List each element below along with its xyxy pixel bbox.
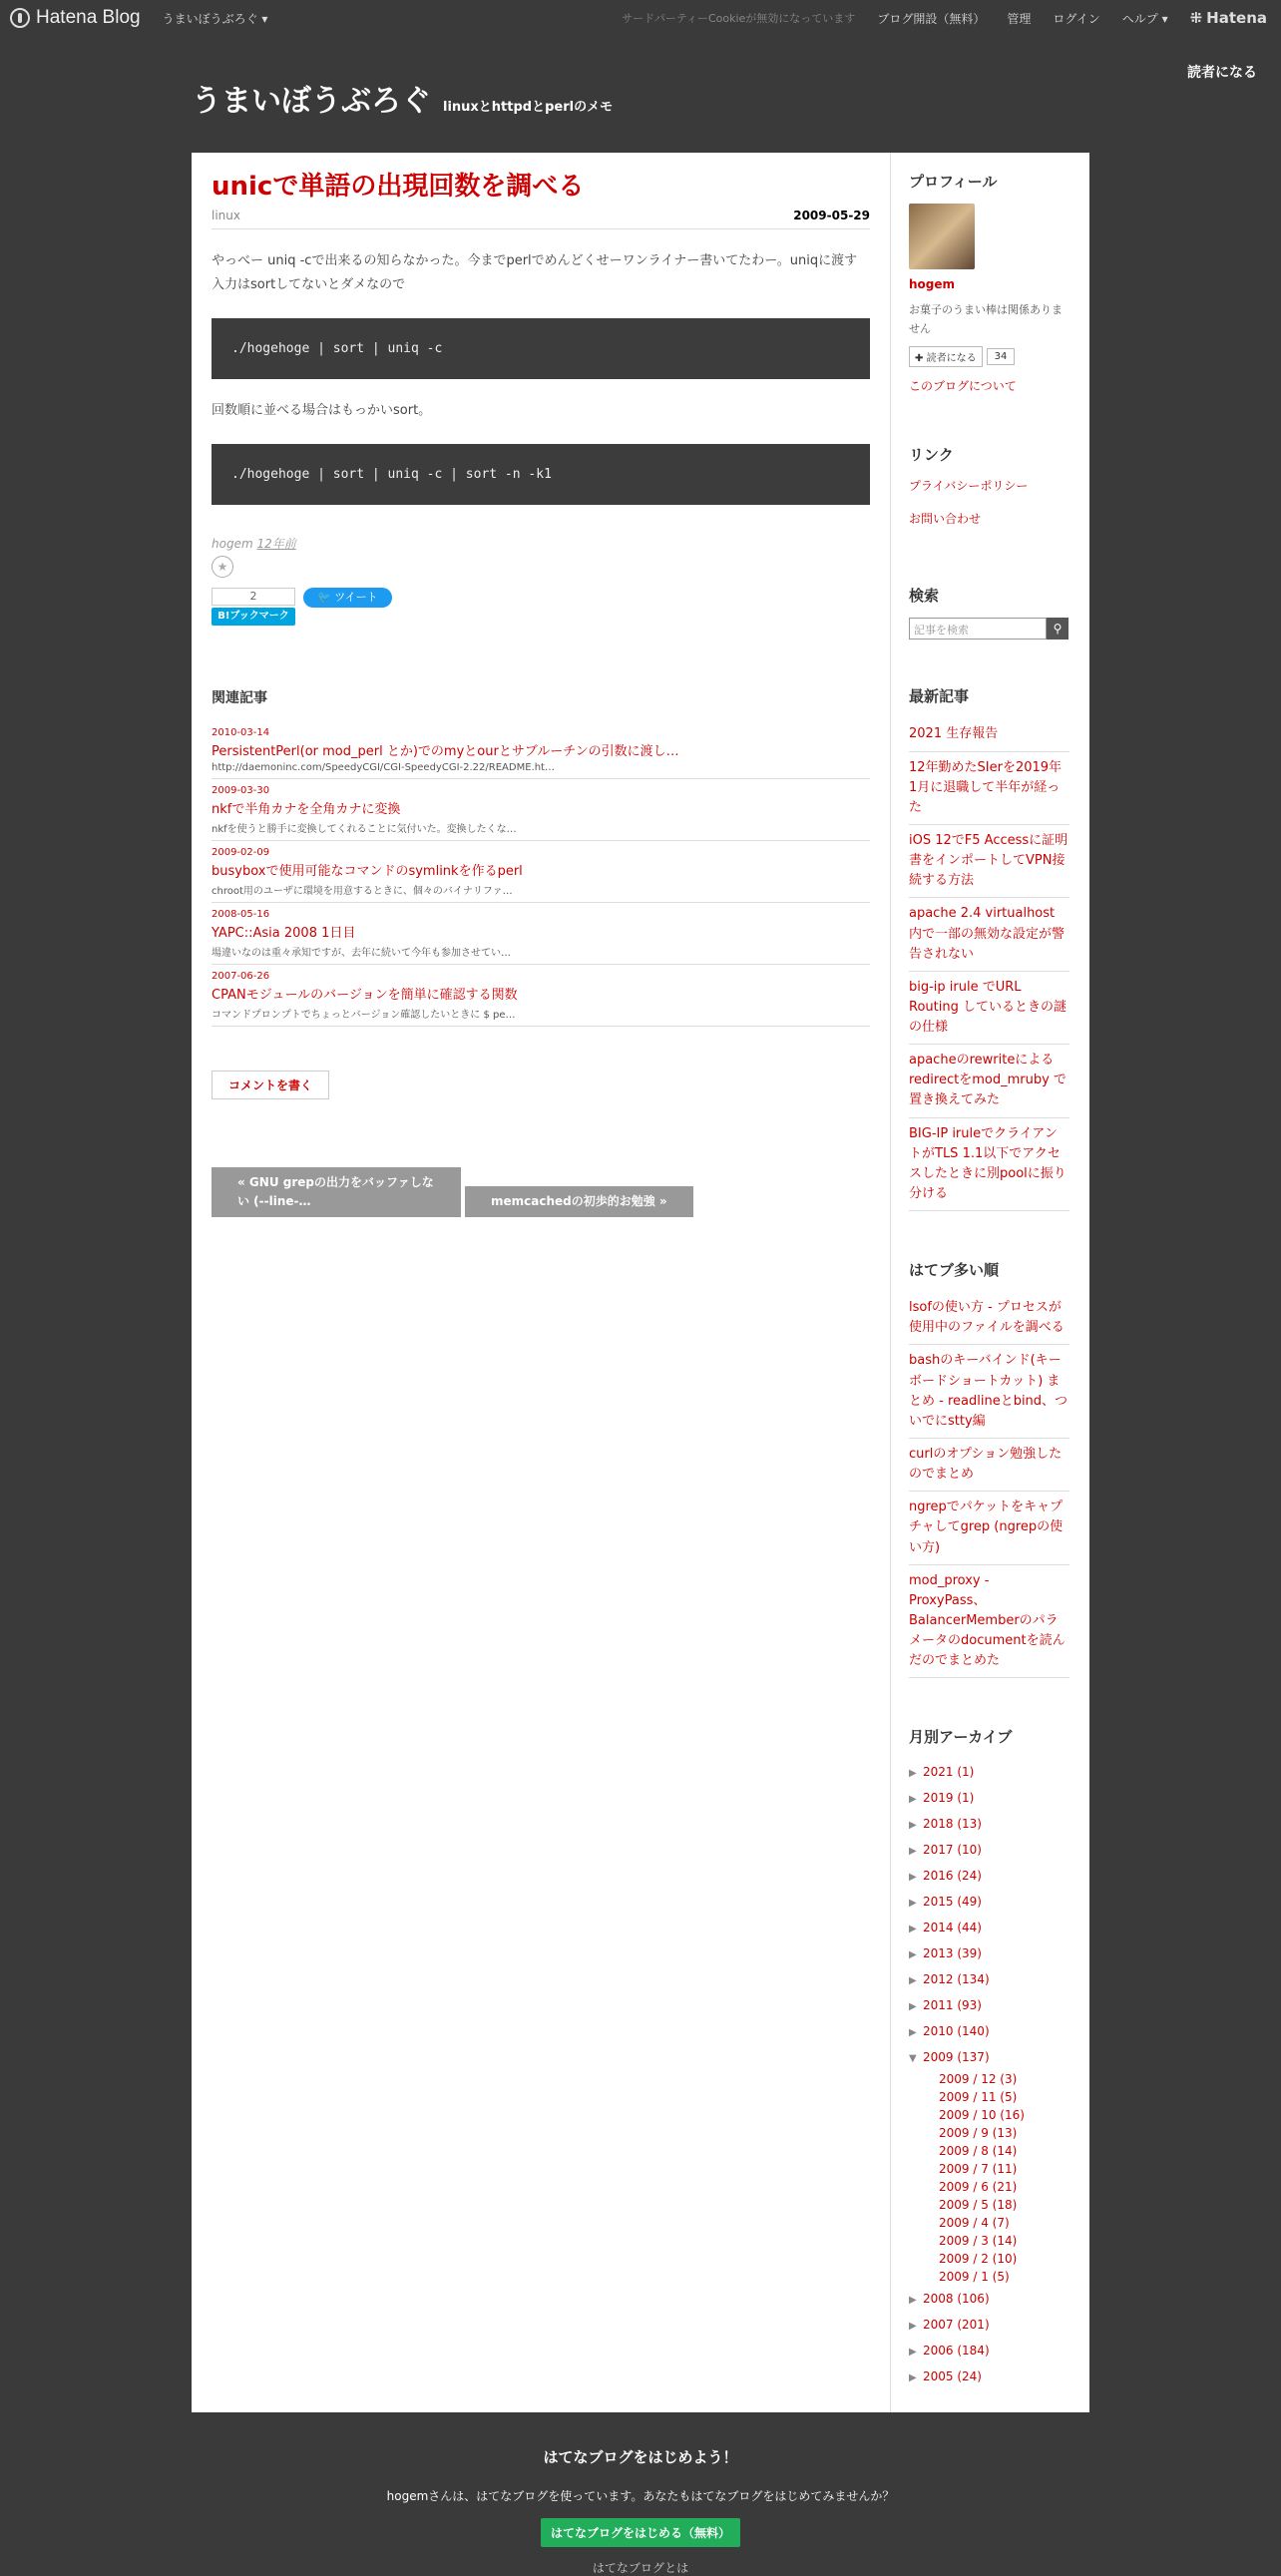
triangle-right-icon: ▶: [909, 2295, 917, 2307]
pager-prev[interactable]: « GNU grepの出力をバッファしない (--line-…: [212, 1167, 461, 1217]
related-item: [212, 841, 870, 903]
hatena-bookmark-widget: [212, 588, 295, 626]
related-snippet: http://daemoninc.com/SpeedyCGI/CGI-SpeedyCGI-2.22/README.ht…: [212, 761, 555, 773]
archive-years-before: [909, 1759, 1069, 2044]
plus-icon: ✚: [915, 353, 924, 365]
entry-paragraph-1: やっべー uniq -cで出来るの知らなかった。今までperlでめんどくせーワンライナー書いてたわー。uniqに渡す入力はsortしてないとダメなので: [212, 252, 858, 293]
archive-year-label: 2005 (24): [923, 2369, 982, 2384]
sidebar: [890, 153, 1089, 2412]
archive-year-link[interactable]: [909, 1811, 1069, 1837]
entry-date[interactable]: 2009-05-29: [793, 208, 870, 222]
about-hatena-blog-link[interactable]: はてなブログとは: [592, 2561, 689, 2575]
archive-year-label: 2014 (44): [923, 1921, 982, 1935]
share-buttons: [212, 588, 870, 626]
search-input[interactable]: 記事を検索: [909, 618, 1047, 640]
archive-year-label: 2021 (1): [923, 1765, 975, 1780]
related-item: [212, 903, 870, 965]
archive-year-label: 2018 (13): [923, 1817, 982, 1832]
related-entries: [212, 687, 870, 1027]
archive-year-label: 2010 (140): [923, 2024, 990, 2039]
related-snippet: コマンドプロンプトでちょっとバージョン確認したいときに $ pe…: [212, 1009, 516, 1021]
triangle-right-icon: ▶: [909, 1820, 917, 1832]
related-date[interactable]: 2010-03-14: [212, 726, 270, 738]
archive-year-link[interactable]: [909, 2312, 1069, 2338]
recent-title: 最新記事: [909, 687, 970, 706]
follow-widget: [909, 346, 1069, 367]
cookie-notice: サードパーティーCookieが無効になっています: [622, 12, 856, 25]
archive-year-label: 2006 (184): [923, 2344, 990, 2359]
code-block-1: ./hogehoge | sort | uniq -c: [212, 318, 870, 379]
top-bar: [0, 0, 1281, 36]
related-link[interactable]: PersistentPerl(or mod_perl とか)でのmyとourとサブルーチンの引数に渡し…: [212, 743, 679, 759]
triangle-right-icon: ▶: [909, 1768, 917, 1780]
archive-year-link[interactable]: [909, 1785, 1069, 1811]
archive-month-link[interactable]: 2009 / 5 (18): [939, 2198, 1018, 2213]
blog-select[interactable]: うまいぼうぶろぐ ▾: [162, 11, 268, 26]
popular-entry-link[interactable]: mod_proxy - ProxyPass、BalancerMemberのパラメータのdocumentを読んだのでまとめた: [909, 1565, 1069, 1679]
entry-permalink[interactable]: 12年前: [256, 536, 296, 551]
search-module: [909, 585, 1069, 640]
triangle-right-icon: ▶: [909, 2027, 917, 2039]
archive-year-link[interactable]: [909, 2018, 1069, 2044]
triangle-right-icon: ▶: [909, 1975, 917, 1987]
code-block-2: ./hogehoge | sort | uniq -c | sort -n -k1: [212, 444, 870, 505]
logo-text: Hatena Blog: [36, 7, 141, 28]
related-date[interactable]: 2007-06-26: [212, 970, 270, 982]
main-container: [192, 153, 1089, 2412]
related-item: [212, 965, 870, 1027]
admin-link[interactable]: 管理: [1007, 11, 1032, 26]
related-date[interactable]: 2008-05-16: [212, 908, 270, 920]
tweet-label: ツイート: [334, 590, 378, 604]
archive-year-label: 2016 (24): [923, 1869, 982, 1884]
entry-meta: [212, 209, 870, 229]
blog-header: [192, 76, 613, 120]
related-link[interactable]: busyboxで使用可能なコマンドのsymlinkを作るperl: [212, 863, 523, 879]
archive-year-label: 2017 (10): [923, 1843, 982, 1858]
archive-month-link[interactable]: 2009 / 9 (13): [939, 2126, 1018, 2141]
recent-entry-link[interactable]: 2021 生存報告: [909, 718, 1069, 751]
recent-entry-link[interactable]: apache 2.4 virtualhost 内で一部の無効な設定が警告されない: [909, 898, 1069, 971]
archive-year-link[interactable]: [909, 1759, 1069, 1785]
signup-banner: [0, 2412, 1281, 2576]
links-module: [909, 444, 1069, 527]
hatena-blog-icon: [10, 8, 30, 28]
related-item: [212, 721, 870, 779]
hatena-text: Hatena: [1206, 9, 1267, 27]
hatena-blog-logo[interactable]: [10, 7, 141, 29]
login-link[interactable]: ログイン: [1053, 11, 1100, 26]
privacy-link[interactable]: プライバシーポリシー: [909, 479, 1029, 494]
triangle-right-icon: ▶: [909, 1924, 917, 1935]
avatar[interactable]: [909, 204, 975, 269]
pager-next[interactable]: memcachedの初歩的お勉強 »: [465, 1186, 693, 1217]
archive-year-open[interactable]: [909, 2044, 1069, 2070]
related-date[interactable]: 2009-02-09: [212, 846, 270, 858]
entry-footer: [212, 535, 870, 552]
recent-entry-link[interactable]: BIG-IP iruleでクライアントがTLS 1.1以下でアクセスしたときに別poolに振り分ける: [909, 1118, 1069, 1212]
signup-title: はてなブログをはじめよう！: [543, 2448, 738, 2466]
related-date[interactable]: 2009-03-30: [212, 784, 270, 796]
follow-label: 読者になる: [926, 353, 977, 365]
archive-month-link[interactable]: 2009 / 12 (3): [939, 2072, 1018, 2087]
entry-author[interactable]: hogem: [212, 536, 253, 551]
archive-year-label: 2013 (39): [923, 1946, 982, 1961]
search-title: 検索: [909, 587, 940, 606]
triangle-right-icon: ▶: [909, 1872, 917, 1884]
bookmark-count[interactable]: 2: [212, 588, 295, 606]
entry-title[interactable]: unicで単語の出現回数を調べる: [212, 172, 585, 202]
archive-year-label: 2008 (106): [923, 2292, 990, 2307]
recent-module: [909, 685, 1069, 1211]
open-blog-link[interactable]: ブログ開設（無料）: [877, 11, 986, 26]
popular-title: はてブ多い順: [909, 1261, 1000, 1280]
entry-content: [212, 153, 870, 1217]
triangle-right-icon: ▶: [909, 1794, 917, 1806]
archive-module: [909, 1726, 1069, 2389]
bookmark-button[interactable]: B!ブックマーク: [212, 608, 295, 626]
entry-category[interactable]: linux: [212, 208, 240, 222]
recent-list: [909, 718, 1069, 1211]
popular-entry-link[interactable]: curlのオプション勉強したのでまとめ: [909, 1439, 1069, 1492]
archive-year-link[interactable]: [909, 2286, 1069, 2312]
archive-year-label: 2012 (134): [923, 1972, 990, 1987]
entry-paragraph-2: 回数順に並べる場合はもっかいsort。: [212, 403, 432, 419]
archive-year-label: 2009 (137): [923, 2050, 990, 2065]
archive-year-label: 2011 (93): [923, 1998, 982, 2013]
recent-entry-link[interactable]: 12年勤めたSIerを2019年1月に退職して半年が経った: [909, 752, 1069, 825]
follow-button[interactable]: [909, 346, 983, 367]
pager: [212, 1167, 870, 1217]
links-title: リンク: [909, 446, 954, 465]
related-list: [212, 721, 870, 1027]
archive-year-link[interactable]: [909, 1966, 1069, 1992]
signup-text: hogemさんは、はてなブログを使っています。あなたもはてなブログをはじめてみませんか？: [386, 2489, 895, 2503]
triangle-right-icon: ▶: [909, 1898, 917, 1910]
archive-year-link[interactable]: [909, 1863, 1069, 1889]
profile-name[interactable]: hogem: [909, 277, 956, 291]
popular-entry-link[interactable]: bashのキーバインド(キーボードショートカット) まとめ - readlineとbind、ついでにstty編: [909, 1345, 1069, 1439]
help-menu[interactable]: ヘルプ ▾: [1121, 11, 1168, 26]
triangle-right-icon: ▶: [909, 1949, 917, 1961]
archive-year-link[interactable]: [909, 1992, 1069, 2018]
archive-month-link[interactable]: 2009 / 2 (10): [939, 2252, 1018, 2267]
archive-year-link[interactable]: [909, 1940, 1069, 1966]
popular-entry-link[interactable]: ngrepでパケットをキャプチャしてgrep (ngrepの使い方): [909, 1492, 1069, 1564]
triangle-down-icon: ▼: [909, 2053, 917, 2065]
archive-month-link[interactable]: 2009 / 11 (5): [939, 2090, 1018, 2105]
tweet-button[interactable]: [303, 588, 392, 608]
recent-entry-link[interactable]: iOS 12でF5 Accessに証明書をインポートしてVPN接続する方法: [909, 825, 1069, 898]
related-snippet: chroot用のユーザに環境を用意するときに、個々のバイナリファ…: [212, 885, 513, 897]
search-icon[interactable]: ⚲: [1047, 618, 1068, 640]
related-item: [212, 779, 870, 841]
popular-entry-link[interactable]: lsofの使い方 - プロセスが使用中のファイルを調べる: [909, 1292, 1069, 1345]
blog-description: linuxとhttpdとperlのメモ: [443, 100, 614, 115]
archive-month-link[interactable]: 2009 / 1 (5): [939, 2270, 1010, 2285]
about-blog-link[interactable]: このブログについて: [909, 379, 1017, 394]
archive-year-link[interactable]: [909, 1889, 1069, 1915]
start-blog-button[interactable]: はてなブログをはじめる（無料）: [541, 2518, 740, 2547]
archive-year-label: 2019 (1): [923, 1791, 975, 1806]
related-link[interactable]: CPANモジュールのバージョンを簡単に確認する関数: [212, 987, 518, 1003]
profile-title: プロフィール: [909, 173, 998, 191]
follower-count[interactable]: 34: [987, 348, 1016, 365]
recent-entry-link[interactable]: apacheのrewriteによるredirectをmod_mruby で置き換えてみた: [909, 1045, 1069, 1117]
hatena-logo[interactable]: [1190, 9, 1267, 27]
archive-month-link[interactable]: 2009 / 10 (16): [939, 2108, 1025, 2123]
archive-month-link[interactable]: 2009 / 8 (14): [939, 2144, 1018, 2159]
archive-year-label: 2015 (49): [923, 1895, 982, 1910]
triangle-right-icon: ▶: [909, 2372, 917, 2384]
blog-title[interactable]: うまいぼうぶろぐ: [192, 84, 431, 119]
archive-year-link[interactable]: [909, 1837, 1069, 1863]
archive-month-link[interactable]: 2009 / 3 (14): [939, 2234, 1018, 2249]
related-snippet: nkfを使うと勝手に変換してくれることに気付いた。変換したくな…: [212, 823, 517, 835]
related-link[interactable]: nkfで半角カナを全角カナに変換: [212, 801, 401, 817]
archive-years-after: [909, 2286, 1069, 2389]
archive-month-link[interactable]: 2009 / 7 (11): [939, 2162, 1018, 2177]
archive-month-link[interactable]: 2009 / 4 (7): [939, 2216, 1010, 2231]
related-title: 関連記事: [212, 689, 267, 706]
recent-entry-link[interactable]: big-ip irule でURL Routing しているときの謎の仕様: [909, 972, 1069, 1045]
search-form: [909, 618, 1069, 640]
triangle-right-icon: ▶: [909, 2347, 917, 2359]
triangle-right-icon: ▶: [909, 1846, 917, 1858]
popular-module: [909, 1259, 1069, 1678]
popular-list: [909, 1292, 1069, 1678]
add-star-icon[interactable]: ★: [212, 556, 233, 578]
profile-description: お菓子のうまい棒は関係ありません: [909, 303, 1063, 335]
archive-months: [909, 2070, 1069, 2286]
archive-year-link[interactable]: [909, 1915, 1069, 1940]
archive-year-link[interactable]: [909, 2338, 1069, 2363]
related-snippet: 場違いなのは重々承知ですが、去年に続いて今年も参加させてい…: [212, 947, 511, 959]
archive-month-link[interactable]: 2009 / 6 (21): [939, 2180, 1018, 2195]
related-link[interactable]: YAPC::Asia 2008 1日目: [212, 925, 356, 941]
archive-year-label: 2007 (201): [923, 2318, 990, 2333]
contact-link[interactable]: お問い合わせ: [909, 512, 982, 527]
triangle-right-icon: ▶: [909, 2001, 917, 2013]
triangle-right-icon: ▶: [909, 2321, 917, 2333]
archive-title: 月別アーカイブ: [909, 1728, 1013, 1747]
write-comment-button[interactable]: コメントを書く: [212, 1071, 329, 1099]
archive-year-link[interactable]: [909, 2363, 1069, 2389]
profile-module: [909, 171, 1069, 394]
hatena-dots-icon: ⁜: [1189, 9, 1203, 27]
subscribe-button[interactable]: 読者になる: [1187, 65, 1257, 81]
twitter-icon: 🐦: [317, 590, 331, 604]
